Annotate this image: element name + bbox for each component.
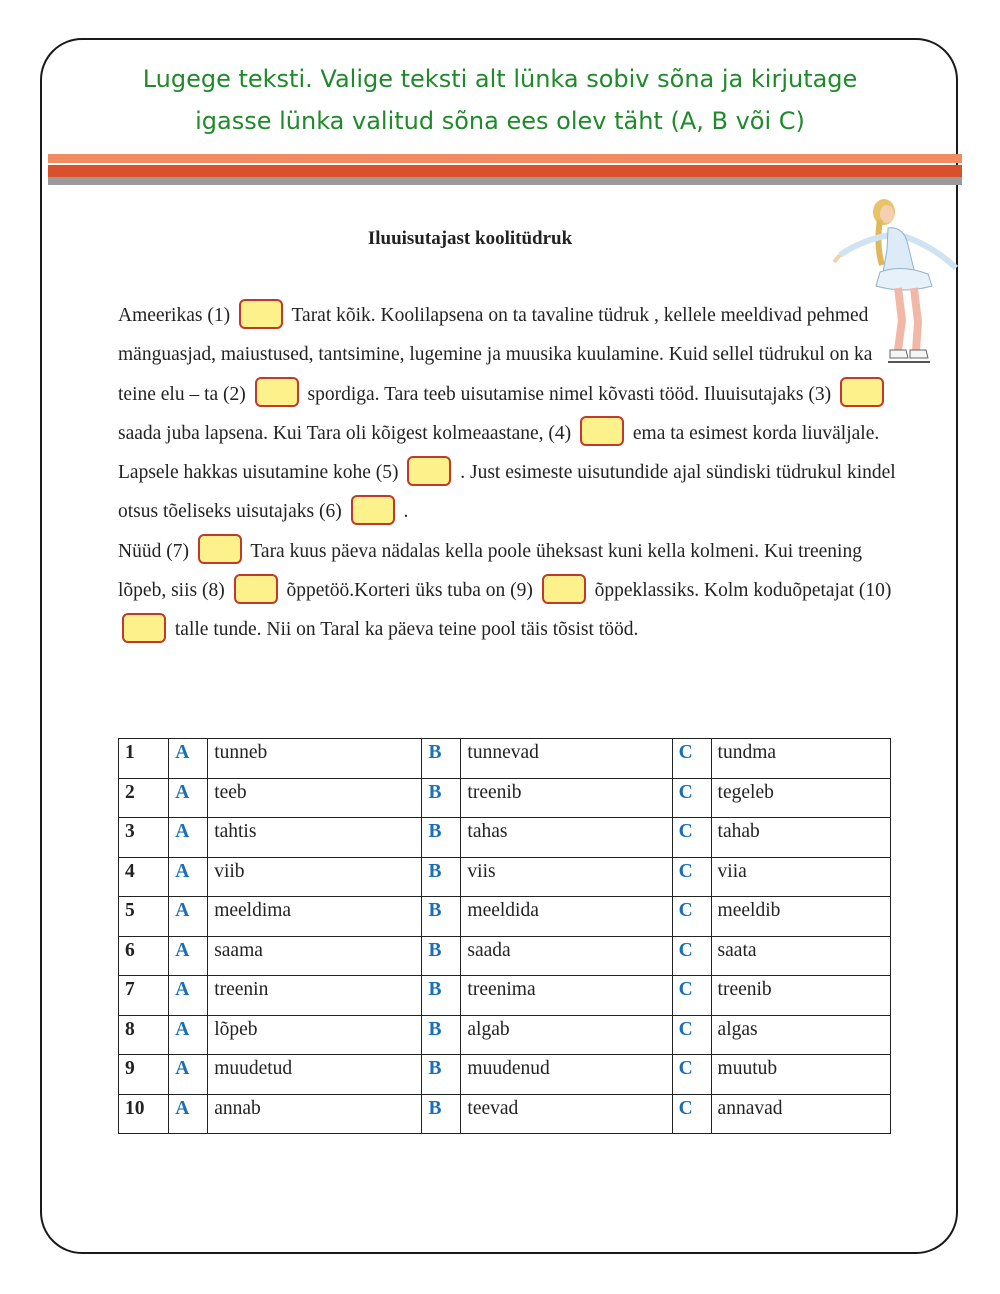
instructions-header <box>60 58 940 142</box>
option-word-b: meeldida <box>461 897 672 937</box>
option-word-a: annab <box>208 1094 422 1134</box>
question-number: 3 <box>119 818 169 858</box>
option-letter-c: C <box>672 1055 711 1095</box>
option-word-a: treenin <box>208 976 422 1016</box>
option-word-b: saada <box>461 936 672 976</box>
answer-blank-10[interactable] <box>122 613 166 643</box>
story-segment: talle tunde. Nii on Taral ka päeva teine pool täis tõsist tööd. <box>174 619 639 641</box>
story-title: Iluuisutajast koolitüdruk <box>367 228 573 249</box>
option-letter-a: A <box>169 936 208 976</box>
option-word-a: viib <box>208 857 422 897</box>
option-letter-a: A <box>169 976 208 1016</box>
option-letter-b: B <box>422 857 461 897</box>
option-letter-b: B <box>422 976 461 1016</box>
option-word-c: tundma <box>711 739 890 779</box>
option-letter-b: B <box>422 739 461 779</box>
option-letter-c: C <box>672 976 711 1016</box>
options-row <box>119 778 891 818</box>
option-letter-c: C <box>672 778 711 818</box>
question-number: 4 <box>119 857 169 897</box>
option-letter-b: B <box>422 818 461 858</box>
option-word-c: algas <box>711 1015 890 1055</box>
option-letter-a: A <box>169 778 208 818</box>
option-word-b: muudenud <box>461 1055 672 1095</box>
story-segment: Nüüd (7) <box>118 540 189 562</box>
options-row <box>119 857 891 897</box>
question-number: 7 <box>119 976 169 1016</box>
options-row <box>119 1094 891 1134</box>
story-segment: saada juba lapsena. Kui Tara oli kõigest kolmeaastane, (4) <box>118 422 572 444</box>
option-word-c: saata <box>711 936 890 976</box>
question-number: 2 <box>119 778 169 818</box>
options-row <box>119 1015 891 1055</box>
story-segment: . Just esimeste uisutundide ajal sündiski tüdrukul kindel otsus tõeliseks uisutajaks (6) <box>118 462 896 523</box>
question-number: 6 <box>119 936 169 976</box>
answer-blank-8[interactable] <box>234 574 278 604</box>
option-word-a: lõpeb <box>208 1015 422 1055</box>
option-letter-c: C <box>672 1094 711 1134</box>
option-letter-a: A <box>169 818 208 858</box>
answer-blank-1[interactable] <box>239 299 283 329</box>
option-letter-a: A <box>169 1055 208 1095</box>
options-row <box>119 976 891 1016</box>
decor-stripe-dark <box>48 165 962 177</box>
story-segment: Ameerikas (1) <box>118 305 231 326</box>
answer-blank-5[interactable] <box>407 456 451 486</box>
answer-blank-6[interactable] <box>351 495 395 525</box>
option-word-b: viis <box>461 857 672 897</box>
option-word-c: muutub <box>711 1055 890 1095</box>
question-number: 1 <box>119 739 169 779</box>
option-letter-b: B <box>422 1055 461 1095</box>
option-word-b: teevad <box>461 1094 672 1134</box>
option-letter-b: B <box>422 1094 461 1134</box>
option-letter-c: C <box>672 739 711 779</box>
options-row <box>119 818 891 858</box>
story-segment: õppeklassiks. Kolm koduõpetajat (10) <box>594 580 892 602</box>
story-segment: Tara kuus päeva nädalas kella poole üheksast kuni kella kolmeni. Kui treening lõpeb, siis (8) <box>118 540 862 602</box>
option-word-c: meeldib <box>711 897 890 937</box>
story-text <box>118 296 898 650</box>
option-word-a: saama <box>208 936 422 976</box>
options-row <box>119 739 891 779</box>
option-letter-a: A <box>169 857 208 897</box>
option-word-a: muudetud <box>208 1055 422 1095</box>
option-letter-c: C <box>672 897 711 937</box>
option-word-c: annavad <box>711 1094 890 1134</box>
option-word-c: treenib <box>711 976 890 1016</box>
options-row <box>119 897 891 937</box>
option-word-b: tahas <box>461 818 672 858</box>
options-row <box>119 936 891 976</box>
option-letter-a: A <box>169 1015 208 1055</box>
option-letter-c: C <box>672 1015 711 1055</box>
question-number: 8 <box>119 1015 169 1055</box>
option-letter-c: C <box>672 936 711 976</box>
question-number: 10 <box>119 1094 169 1134</box>
option-letter-b: B <box>422 778 461 818</box>
options-table <box>118 738 891 1134</box>
option-letter-b: B <box>422 1015 461 1055</box>
decor-stripe-gray <box>48 177 962 185</box>
story-segment: . <box>403 501 409 523</box>
option-word-a: meeldima <box>208 897 422 937</box>
option-word-c: viia <box>711 857 890 897</box>
option-letter-c: C <box>672 857 711 897</box>
answer-blank-3[interactable] <box>840 377 884 407</box>
instructions-line-2: igasse lünka valitud sõna ees olev täht (A, B või C) <box>195 107 805 135</box>
story-segment: õppetöö.Korteri üks tuba on (9) <box>286 580 533 602</box>
option-letter-b: B <box>422 897 461 937</box>
option-word-b: treenima <box>461 976 672 1016</box>
story-segment: Tarat kõik. Koolilapsena on ta tavaline tüdruk , kellele meeldivad pehmed mänguasjad, maiustused, tantsimine, lugemine ja muusika kuulamine. Kuid sellel tüdrukul on ka teine elu – ta (2) <box>118 305 873 405</box>
option-word-a: tunneb <box>208 739 422 779</box>
decor-stripe-light <box>48 154 962 163</box>
instructions-line-1: Lugege teksti. Valige teksti alt lünka sobiv sõna ja kirjutage <box>142 65 858 93</box>
answer-blank-2[interactable] <box>255 377 299 407</box>
question-number: 9 <box>119 1055 169 1095</box>
options-row <box>119 1055 891 1095</box>
answer-blank-4[interactable] <box>580 416 624 446</box>
option-word-b: algab <box>461 1015 672 1055</box>
option-letter-b: B <box>422 936 461 976</box>
question-number: 5 <box>119 897 169 937</box>
story-segment: ema ta esimest korda liuväljale. Lapsele hakkas uisutamine kohe (5) <box>118 422 880 484</box>
option-word-a: tahtis <box>208 818 422 858</box>
option-word-b: tunnevad <box>461 739 672 779</box>
option-word-c: tahab <box>711 818 890 858</box>
answer-blank-9[interactable] <box>542 574 586 604</box>
option-letter-a: A <box>169 897 208 937</box>
option-word-a: teeb <box>208 778 422 818</box>
option-letter-c: C <box>672 818 711 858</box>
answer-blank-7[interactable] <box>198 534 242 564</box>
story-segment: spordiga. Tara teeb uisutamise nimel kõvasti tööd. Iluuisutajaks (3) <box>307 383 832 405</box>
option-letter-a: A <box>169 739 208 779</box>
option-word-b: treenib <box>461 778 672 818</box>
option-word-c: tegeleb <box>711 778 890 818</box>
option-letter-a: A <box>169 1094 208 1134</box>
